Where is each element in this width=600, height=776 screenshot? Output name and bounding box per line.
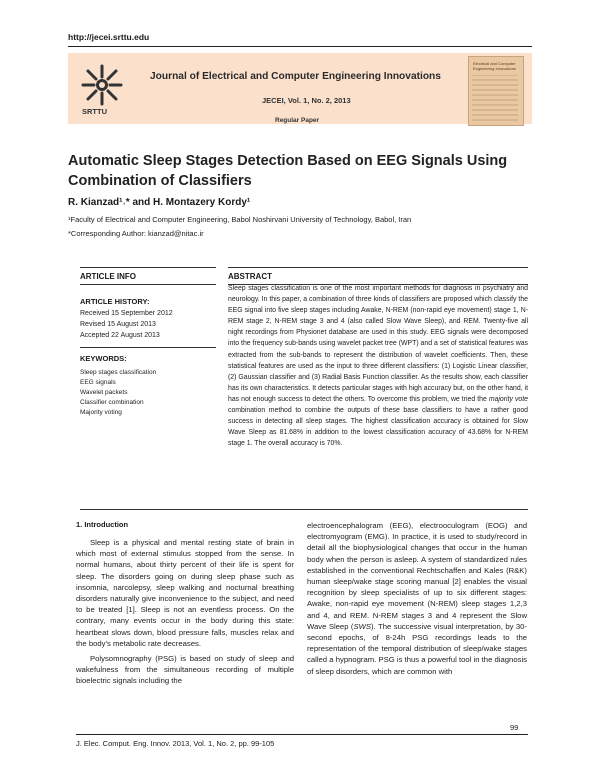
section-heading: 1. Introduction: [76, 520, 129, 529]
keyword-item: Classifier combination: [80, 399, 144, 406]
srttu-logo-icon: [80, 63, 124, 107]
paper-title: [68, 151, 538, 191]
keywords-heading: KEYWORDS:: [80, 354, 127, 363]
abstract-text-emphasis: majority vote: [488, 395, 528, 403]
correspondence[interactable]: *Corresponding Author: kianzad@nitac.ir: [68, 229, 204, 238]
history-item: Received 15 September 2012: [80, 310, 173, 317]
cover-pattern: [472, 75, 518, 121]
journal-url[interactable]: http://jecei.srttu.edu: [68, 32, 150, 42]
abstract-text-part-2: combination method to combine the outputs of these base classifiers to have a rather good success in detecting all sleep stages. The highest classification accuracy is obtained for Slow Wave Sleep as 81.68% in addition to the lowest classification accuracy of 43.68% for N-REM stage 1. The overall accuracy is 70%.: [228, 407, 528, 448]
abstract-heading: ABSTRACT: [228, 272, 272, 281]
history-item: Accepted 22 August 2013: [80, 332, 160, 339]
abstract-top-rule: [228, 267, 528, 268]
body-column-left: [76, 537, 294, 687]
history-heading: ARTICLE HISTORY:: [80, 297, 150, 306]
authors: R. Kianzad¹˒* and H. Montazery Kordy¹: [68, 197, 251, 208]
logo-label: SRTTU: [82, 107, 107, 116]
journal-header-band: [68, 53, 532, 124]
keyword-item: Wavelet packets: [80, 389, 128, 396]
journal-issue: JECEI, Vol. 1, No. 2, 2013: [262, 96, 351, 105]
affiliation: ¹Faculty of Electrical and Computer Engineering, Babol Noshirvani University of Technology, Babol, Iran: [68, 215, 412, 224]
info-top-rule: [80, 267, 216, 268]
cover-text: Electrical and Computer Engineering Innovations: [473, 61, 516, 71]
history-rule: [80, 347, 216, 348]
header-rule: [68, 46, 532, 47]
abstract-bottom-rule: [80, 509, 528, 510]
footer-citation: J. Elec. Comput. Eng. Innov. 2013, Vol. 1, No. 2, pp. 99-105: [76, 739, 275, 748]
journal-cover-image: [468, 56, 524, 126]
info-heading-rule: [80, 284, 216, 285]
history-item: Revised 15 August 2013: [80, 321, 156, 328]
body-paragraph: Polysomnography (PSG) is based on study of sleep and wakefulness from the simultaneous recording of multiple bioelectric signals including the: [76, 654, 294, 686]
title-line-2: Combination of Classifiers: [68, 173, 252, 189]
body-text-emphasis: SWS: [353, 621, 372, 631]
page-number: 99: [510, 723, 519, 732]
body-paragraph: Sleep is a physical and mental resting state of brain in which most of external stimulus stopped from the sense. In normal humans, about thirty percent of their life is spent for sleep. The disorders going on during sleep phase such as insomnia, narcolepsy, sleep walking and nocturnal breathing disorders naturally give inconvenience to the subject, and need to be treated [1]. Sleep is not an eventless process. On the contrary, many events occur in the body during this state: heartbeat slows down, blood pressure falls, muscles relax and the body's metabolic rate decreases.: [76, 538, 294, 648]
body-column-right: [307, 520, 527, 677]
keyword-item: EEG signals: [80, 379, 116, 386]
body-text-part-1: electroencephalogram (EEG), electrooculogram (EOG) and electromyogram (EMG). In practice, it is used to study/record in detail all the biophysiological changes that occur in the human body when the person is asleep. A system of standardized rules established in the conventional Rechtschaffen and Kales (R&K) human sleep/wake stage scoring manual [2] enables the visual recognition by sleep specialists of up to six different stages: Awake, non-rapid eye movement (N-REM) sleep stages 1,2,3 and 4, and REM. N-REM stages 3 and 4 represent the Slow Wave Sleep (: [307, 521, 527, 631]
article-info-heading: ARTICLE INFO: [80, 272, 136, 281]
abstract-text-part-1: Sleep stages classification is one of the most important methods for diagnosis in psychiatry and neurology. In this paper, a combination of three kinds of classifiers are proposed which classify the EEG signal into five sleep stages including Awake, N-REM (non-rapid eye movement) stage 1, N-REM stage 2, N-REM stage 3 and 4 (also called Slow Wave Sleep), and REM. Twenty-five all night recordings from Physionet database are used in this study. EEG signals were decomposed into the frequency sub-bands using wavelet packet tree (WPT) and a set of statistical features was extracted from the sub-bands to represent the distribution of wavelet coefficients. Then, these statistical features are used as the input to three different classifiers: (1) Logistic Linear classifier, (2) Gaussian classifier and (3) Radial Basis Function classifier. As the results show, each classifier has its own characteristics. It detects particular stages with high accuracy but, on the other hand, it has not enough success to detect the others. To overcome this problem, we tried the: [228, 285, 528, 403]
body-text-part-2: ). The successive visual interpretation, by 30-second epochs, of 8-24h PSG recordings leads to the representation of the temporal distribution of sleep/wake stages called a hypnogram. PSG is thus a powerful tool in the diagnosis of sleep disorders, which are common with: [307, 621, 528, 676]
journal-name: Journal of Electrical and Computer Engineering Innovations: [150, 71, 441, 82]
keyword-item: Sleep stages classification: [80, 369, 157, 376]
paper-type: Regular Paper: [275, 117, 320, 124]
abstract-body: [228, 283, 528, 449]
keyword-item: Majority voting: [80, 409, 122, 416]
title-line-1: Automatic Sleep Stages Detection Based on EEG Signals Using: [68, 153, 508, 169]
footer-rule: [76, 734, 528, 735]
